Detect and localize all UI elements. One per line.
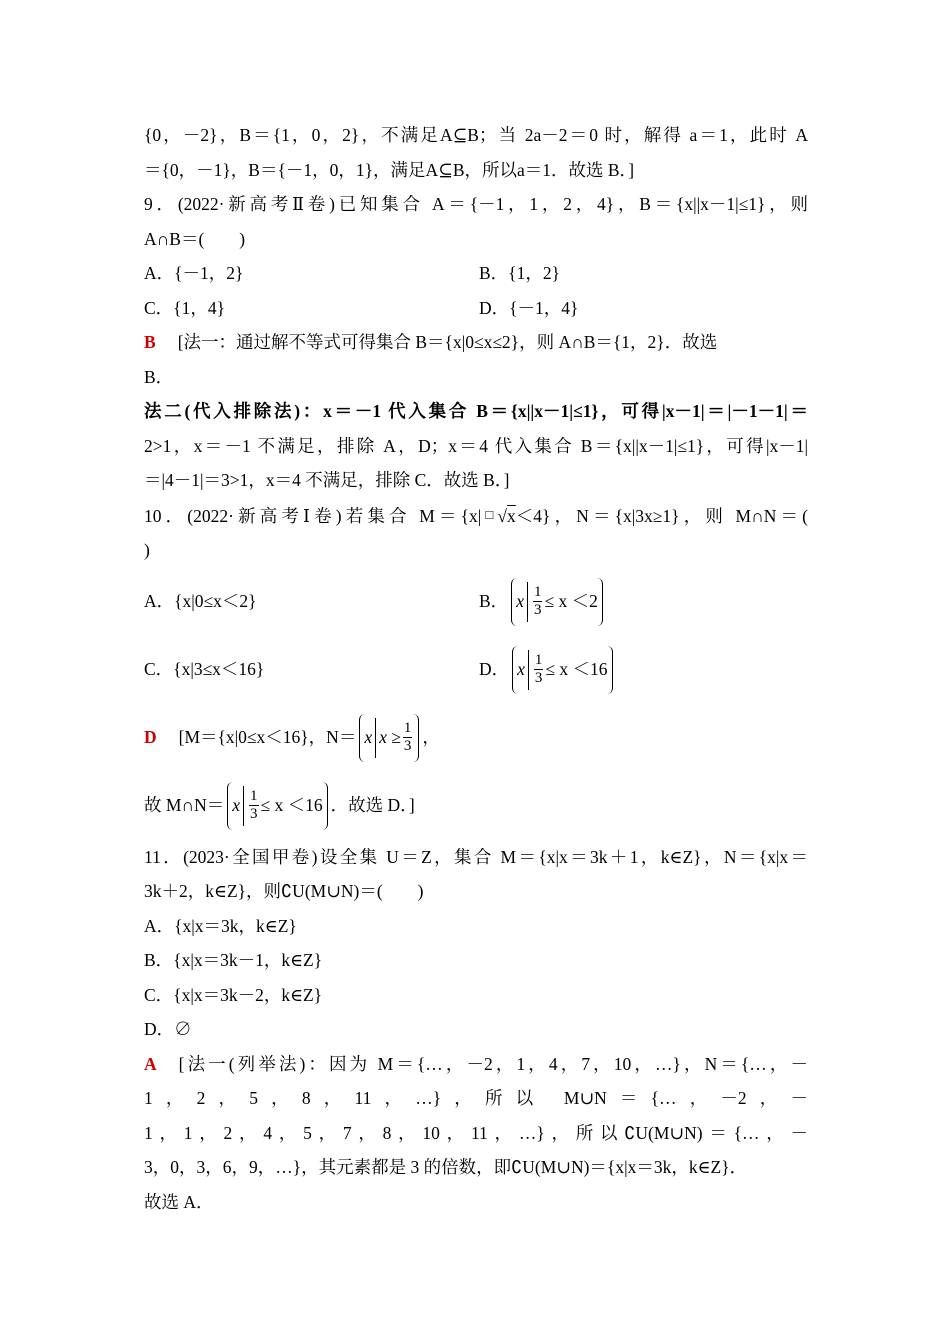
fraction-num: 1 (534, 652, 543, 668)
q11-solution-line: 1，1，2，4，5，7，8，10，11，…}，所以∁U(M∪N)＝{…，－ (144, 1122, 808, 1143)
set-builder (512, 646, 612, 694)
q9-answer: B (144, 332, 156, 352)
document-page (144, 118, 808, 1219)
root-index: □ (481, 506, 498, 522)
q11-solution-line: 1，2，5，8，11，…}，所以 M∪N＝{…，－2，－ (144, 1088, 808, 1108)
q10-options-row (144, 636, 808, 704)
q11-solution-text: [法一(列举法)：因为 M＝{…，－2，1，4，7，10，…}，N＝{…，－ (178, 1053, 808, 1074)
set-builder (227, 782, 327, 830)
q10-stem-pre: 10．(2022·新高考Ⅰ卷)若集合 M＝{x| (144, 505, 482, 526)
q9-option-b: B．{1，2} (479, 263, 560, 283)
set-var: x (364, 727, 373, 748)
q10-option-a: A．{x|0≤x＜2} (144, 591, 257, 612)
fraction-num: 1 (533, 584, 542, 600)
fraction-num: 1 (403, 720, 412, 736)
q9-solution-text: [法一：通过解不等式可得集合 B＝{x|0≤x≤2}，则 A∩B＝{1，2}．故选 (177, 332, 718, 352)
q9-stem-cont: A∩B＝( ) (144, 228, 246, 249)
q10-option-c: C．{x|3≤x＜16} (144, 659, 265, 680)
set-cond: ≤ x ＜2 (544, 591, 598, 612)
q10-option-b (479, 578, 606, 626)
q11-option-c: C．{x|x＝3k－2，k∈Z} (144, 984, 323, 1005)
set-var: x (517, 659, 525, 680)
root-arg: x (507, 505, 516, 526)
q9-option-d: D．{－1，4} (479, 297, 579, 318)
q9-option-c: C．{1，4} (144, 297, 225, 318)
q11-solution-line: 故选 A． (144, 1191, 214, 1212)
q9-solution-line: 法二(代入排除法)：x＝－1 代入集合 B＝{x||x－1|≤1}，可得|x－1|＝|－1－1|＝ (144, 401, 808, 421)
option-label: D． (479, 659, 510, 680)
fraction (403, 720, 413, 755)
q10-options-row (144, 568, 808, 636)
fraction (534, 652, 544, 687)
q10-option-d (479, 646, 616, 694)
fraction-den: 3 (533, 602, 542, 618)
q9-solution-line: ＝|4－1|＝3>1，x＝4 不满足，排除 C．故选 B．] (144, 470, 510, 490)
q10-solution-text: 故 M∩N＝ (144, 795, 225, 816)
q11-option-d: D．∅ (144, 1019, 192, 1039)
q10-stem-cont: ) (144, 540, 150, 560)
q9-solution-line: 2>1，x＝－1 不满足，排除 A，D；x＝4 代入集合 B＝{x||x－1|≤1}，可得|x－1| (144, 435, 808, 456)
set-cond: ≤ x ＜16 (260, 795, 323, 816)
q10-stem-post: ＜4}，N＝{x|3x≥1}，则 M∩N＝( (515, 505, 809, 526)
q11-stem-cont: 3k＋2，k∈Z}，则∁U(M∪N)＝( ) (144, 881, 424, 901)
text-line: {0，－2}，B＝{1，0，2}，不满足A⊆B；当 2a－2＝0 时，解得 a＝1，此时 A (144, 125, 808, 145)
fraction (533, 584, 543, 619)
fraction-den: 3 (250, 806, 258, 822)
set-cond: ≤ x ＜16 (545, 659, 608, 680)
option-label: B． (479, 591, 509, 612)
set-var: x (232, 795, 240, 816)
q9-solution-line (144, 325, 808, 360)
q10-solution-line (144, 772, 808, 840)
fraction-den: 3 (534, 670, 543, 686)
fraction-num: 1 (250, 788, 258, 804)
q10-solution-text: ， (422, 727, 440, 748)
q9-option-a: A．{－1，2} (144, 263, 244, 283)
q11-stem: 11．(2023·全国甲卷)设全集 U＝Z，集合 M＝{x|x＝3k＋1，k∈Z}，N＝{x|x＝ (144, 846, 808, 867)
q10-solution-text: ．故选 D．] (330, 795, 415, 816)
q9-stem: 9．(2022·新高考Ⅱ卷)已知集合 A＝{－1，1，2，4}，B＝{x||x－1|≤1}，则 (144, 194, 808, 214)
q11-solution-line (144, 1047, 808, 1082)
q9-options-row (144, 256, 808, 291)
set-builder (511, 578, 603, 626)
set-builder (359, 714, 419, 762)
q11-option-a: A．{x|x＝3k，k∈Z} (144, 915, 297, 936)
q10-solution-line (144, 704, 808, 772)
fraction-den: 3 (403, 738, 412, 754)
fraction (249, 788, 259, 823)
q11-answer: A (144, 1053, 157, 1074)
q10-solution-text: [M＝{x|0≤x＜16}，N＝ (178, 727, 357, 748)
q10-stem: 10．(2022·新高考Ⅰ卷)若集合 M＝{x|□√x＜4}，N＝{x|3x≥1}，则 M∩N＝( (144, 505, 809, 526)
q11-solution-line: 3，0，3，6，9，…}，其元素都是 3 的倍数，即∁U(M∪N)＝{x|x＝3k，k∈Z}． (144, 1157, 748, 1177)
set-cond: x ≥ (379, 727, 401, 748)
q9-solution-line: B． (144, 366, 174, 387)
text-line: ＝{0，－1}，B＝{－1，0，1}，满足A⊆B，所以a＝1．故选 B．] (144, 159, 635, 180)
q9-options-row (144, 291, 808, 326)
q11-option-b: B．{x|x＝3k－1，k∈Z} (144, 950, 323, 970)
q10-answer: D (144, 727, 157, 748)
set-var: x (516, 591, 524, 612)
